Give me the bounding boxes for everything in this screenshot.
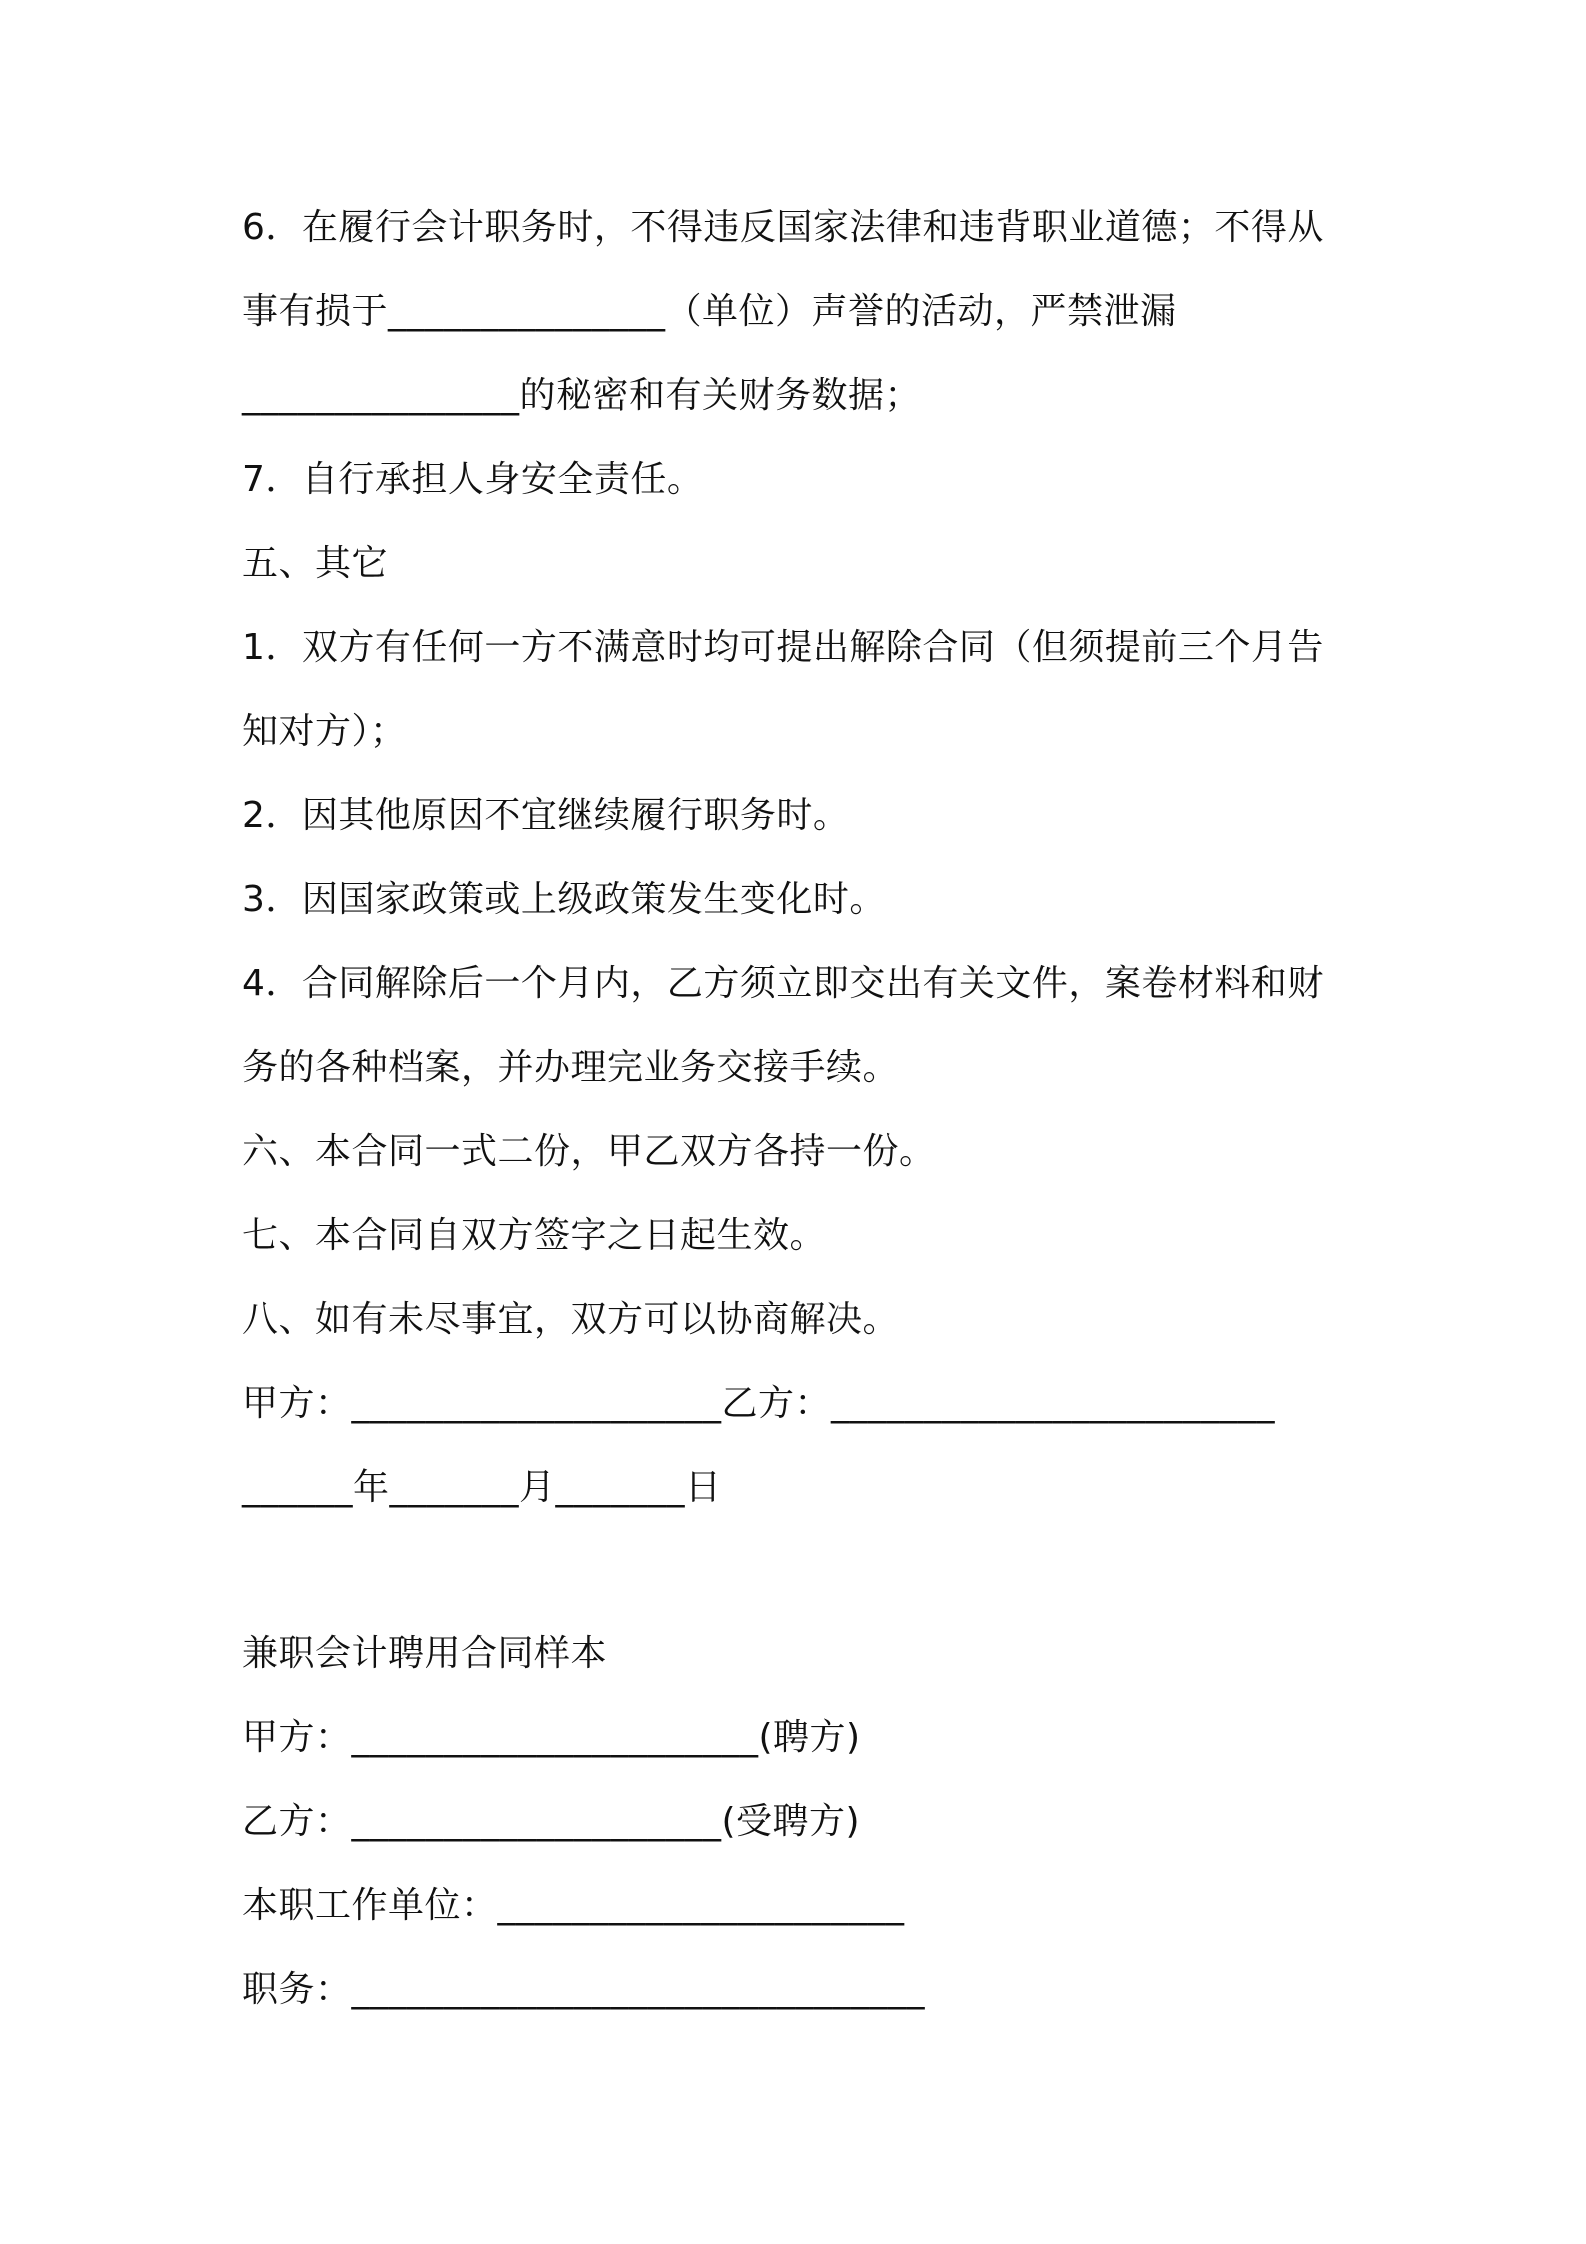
section-5-item-1-line-1: 1．双方有任何一方不满意时均可提出解除合同（但须提前三个月告 bbox=[242, 627, 1324, 668]
section-7: 七、本合同自双方签字之日起生效。 bbox=[242, 1215, 827, 1256]
section-title: 兼职会计聘用合同样本 bbox=[242, 1633, 608, 1674]
clause-6-line-2: 事有损于_______________（单位）声誉的活动，严禁泄漏 bbox=[242, 291, 1177, 332]
section-5-item-4-line-2: 务的各种档案，并办理完业务交接手续。 bbox=[242, 1047, 900, 1088]
form-party-a: 甲方：______________________(聘方) bbox=[242, 1717, 861, 1758]
section-5-item-2: 2．因其他原因不宜继续履行职务时。 bbox=[242, 795, 850, 836]
clause-6-line-3: _______________的秘密和有关财务数据； bbox=[242, 375, 922, 416]
date-line: ______年_______月_______日 bbox=[242, 1467, 722, 1508]
signature-line: 甲方：____________________乙方：________________________ bbox=[242, 1383, 1276, 1424]
section-8: 八、如有未尽事宜，双方可以协商解决。 bbox=[242, 1299, 900, 1340]
form-position: 职务：_______________________________ bbox=[242, 1969, 926, 2010]
section-5-item-4-line-1: 4．合同解除后一个月内，乙方须立即交出有关文件，案卷材料和财 bbox=[242, 963, 1324, 1004]
section-5-item-3: 3．因国家政策或上级政策发生变化时。 bbox=[242, 879, 886, 920]
section-5-item-1-line-2: 知对方）； bbox=[242, 711, 407, 752]
section-6: 六、本合同一式二份，甲乙双方各持一份。 bbox=[242, 1131, 936, 1172]
form-party-b: 乙方：____________________(受聘方) bbox=[242, 1801, 861, 1842]
clause-7: 7．自行承担人身安全责任。 bbox=[242, 459, 704, 500]
section-5-heading: 五、其它 bbox=[242, 543, 389, 584]
clause-6-line-1: 6．在履行会计职务时，不得违反国家法律和违背职业道德；不得从 bbox=[242, 207, 1324, 248]
form-work-unit: 本职工作单位：______________________ bbox=[242, 1885, 905, 1926]
